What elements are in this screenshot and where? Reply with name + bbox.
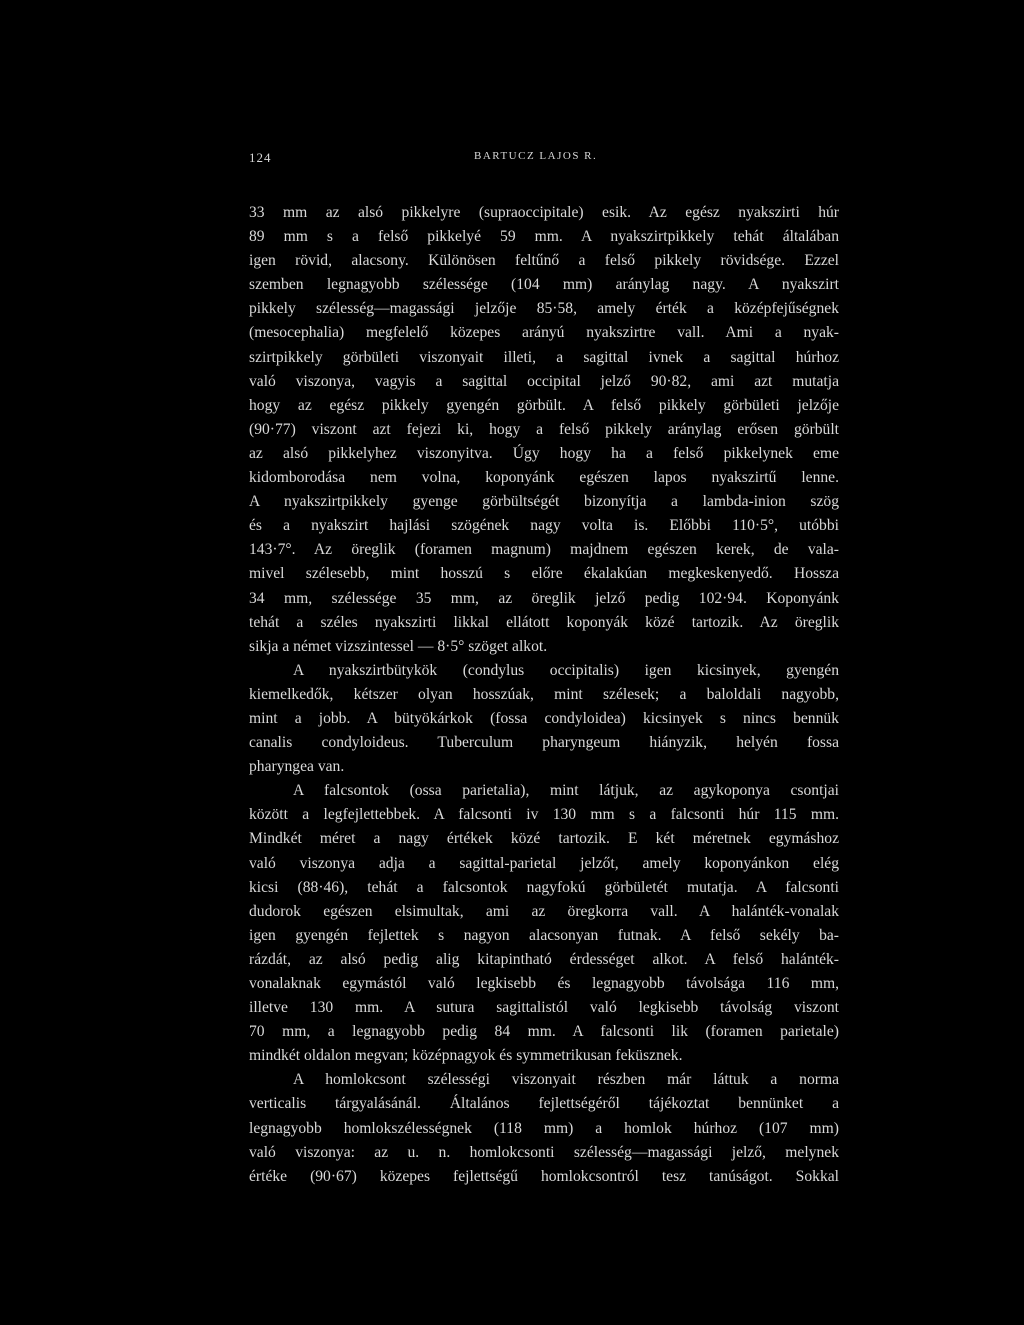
text-line: való viszonya, vagyis a sagittal occipital jelző 90·82, ami azt mutatja — [249, 372, 839, 390]
body-text — [249, 201, 839, 1189]
text-line: 70 mm, a legnagyobb pedig 84 mm. A falcsonti lik (foramen parietale) — [249, 1023, 839, 1041]
text-line: kicsi (88·46), tehát a falcsontok nagyfokú görbületét mutatja. A falcsonti — [249, 878, 839, 896]
text-line: A falcsontok (ossa parietalia), mint látjuk, az agykoponya csontjai — [293, 782, 839, 800]
text-line: hogy az egész pikkely gyengén görbült. A felső pikkely görbületi jelzője — [249, 396, 839, 414]
text-line: legnagyobb homlokszélességnek (118 mm) a homlok húrhoz (107 mm) — [249, 1119, 839, 1137]
text-line: 143·7°. Az öreglik (foramen magnum) majdnem egészen kerek, de vala- — [249, 541, 839, 559]
text-line: 89 mm s a felső pikkelyé 59 mm. A nyakszirtpikkely tehát általában — [249, 228, 839, 246]
text-line: mindkét oldalon megvan; középnagyok és symmetrikusan feküsznek. — [249, 1047, 683, 1065]
text-line: mivel szélesebb, mint hosszú s előre ékalakúan megkeskenyedő. Hossza — [249, 565, 839, 583]
text-line: A nyakszirtpikkely gyenge görbültségét bizonyítja a lambda-inion szög — [249, 493, 839, 511]
text-line: között a legfejlettebbek. A falcsonti iv 130 mm s a falcsonti húr 115 mm. — [249, 806, 839, 824]
text-line: pikkely szélesség—magassági jelzője 85·58, amely érték a középfejűségnek — [249, 300, 839, 318]
page-header — [249, 150, 839, 172]
text-line: illetve 130 mm. A sutura sagittalistól való legkisebb távolság viszont — [249, 999, 839, 1017]
text-line: értéke (90·67) közepes fejlettségű homlokcsontról tesz tanúságot. Sokkal — [249, 1167, 839, 1185]
text-line: (90·77) viszont azt fejezi ki, hogy a felső pikkely aránylag erősen görbült — [249, 420, 839, 438]
text-line: kiemelkedők, kétszer olyan hosszúak, mint szélesek; a baloldali nagyobb, — [249, 685, 839, 703]
text-line: kidomborodása nem volna, koponyánk egészen lapos nyakszirtű lenne. — [249, 469, 839, 487]
text-line: sikja a német vizszintessel — 8·5° szöget alkot. — [249, 637, 548, 655]
text-line: szemben legnagyobb szélessége (104 mm) aránylag nagy. A nyakszirt — [249, 276, 839, 294]
text-line: vonalaknak egymástól való legkisebb és legnagyobb távolsága 116 mm, — [249, 975, 839, 992]
page-number: 124 — [249, 150, 272, 165]
text-line: A homlokcsont szélességi viszonyait részben már láttuk a norma — [293, 1071, 839, 1089]
text-line: dudorok egészen elsimultak, ami az öregkorra vall. A halánték-vonalak — [249, 902, 839, 920]
text-line: mint a jobb. A bütyökárkok (fossa condyloidea) kicsinyek s nincs bennük — [249, 709, 839, 727]
text-line: igen gyengén fejlettek s nagyon alacsonyan futnak. A felső sekély ba- — [249, 926, 839, 944]
text-line: verticalis tárgyalásánál. Általános fejlettségéről tájékoztat bennünket a — [249, 1095, 839, 1113]
text-line: és a nyakszirt hajlási szögének nagy volta is. Előbbi 110·5°, utóbbi — [249, 517, 839, 535]
text-line: canalis condyloideus. Tuberculum pharyngeum hiányzik, helyén fossa — [249, 734, 839, 752]
text-line: (mesocephalia) megfelelő közepes arányú nyakszirtre vall. Ami a nyak- — [249, 324, 839, 342]
text-line: szirtpikkely görbületi viszonyait illeti, a sagittal ivnek a sagittal húrhoz — [249, 348, 839, 366]
running-head: BARTUCZ LAJOS R. — [474, 150, 598, 162]
text-line: való viszonya: az u. n. homlokcsonti szélesség—magassági jelző, melynek — [249, 1143, 839, 1161]
text-line: való viszonya adja a sagittal-parietal jelzőt, amely koponyánkon elég — [249, 854, 839, 872]
text-line: Mindkét méret a nagy értékek közé tartozik. E két méretnek egymáshoz — [249, 830, 839, 848]
text-line: tehát a széles nyakszirti likkal ellátott koponyák közé tartozik. Az öreglik — [249, 613, 839, 631]
text-line: 33 mm az alsó pikkelyre (supraoccipitale) esik. Az egész nyakszirti húr — [249, 204, 839, 221]
text-line: rázdát, az alsó pedig alig kitapintható érdességet alkot. A felső halánték- — [249, 950, 839, 968]
text-line: az alsó pikkelyhez viszonyitva. Úgy hogy ha a felső pikkelynek eme — [249, 444, 839, 462]
text-line: igen rövid, alacsony. Különösen feltűnő a felső pikkely rövidsége. Ezzel — [249, 252, 839, 270]
text-line: 34 mm, szélessége 35 mm, az öreglik jelző pedig 102·94. Koponyánk — [249, 589, 839, 607]
text-line: pharyngea van. — [249, 758, 345, 776]
text-line: A nyakszirtbütykök (condylus occipitalis) igen kicsinyek, gyengén — [293, 661, 839, 679]
